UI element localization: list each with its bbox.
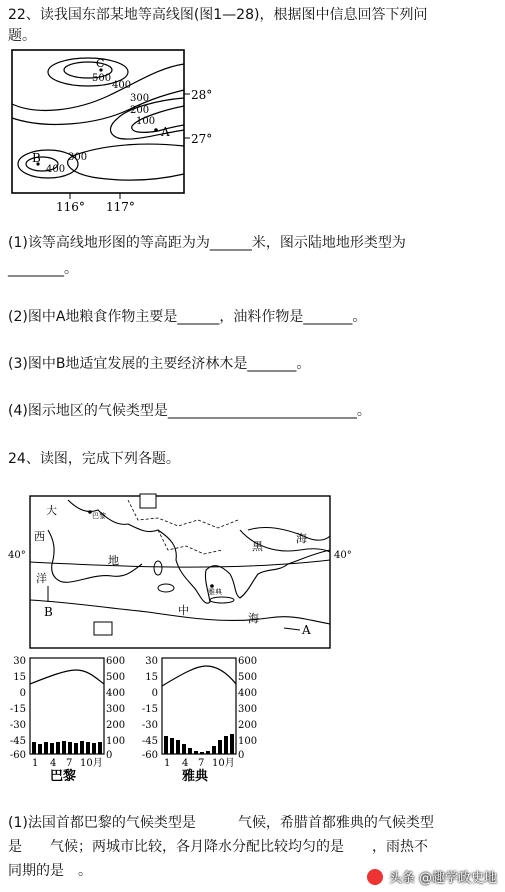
label-hai2: 海 xyxy=(296,532,307,545)
svg-text:-60: -60 xyxy=(9,750,26,761)
q24-question-line1: (1)法国首都巴黎的气候类型是 气候，希腊首都雅典的气候类型 xyxy=(8,815,434,831)
lon-116: 116° xyxy=(56,200,85,214)
svg-text:100: 100 xyxy=(106,736,126,747)
lat-27: 27° xyxy=(191,132,213,146)
label-B: B xyxy=(32,151,41,165)
svg-text:7: 7 xyxy=(66,758,73,769)
label-B-map: B xyxy=(44,605,53,619)
label-yang: 洋 xyxy=(36,572,47,585)
q22-item1-line2: ________。 xyxy=(8,261,78,277)
svg-text:-30: -30 xyxy=(9,720,26,731)
lon-117: 117° xyxy=(106,200,135,214)
svg-text:400: 400 xyxy=(106,688,126,699)
label-400-top: 400 xyxy=(112,80,132,91)
label-athens: 雅典 xyxy=(208,588,222,596)
svg-text:-15: -15 xyxy=(9,704,26,715)
svg-text:4: 4 xyxy=(182,758,189,769)
contour-map xyxy=(8,46,228,216)
svg-text:0: 0 xyxy=(151,688,158,699)
q24-question-line3: 同期的是 。 xyxy=(8,863,92,879)
label-di: 地 xyxy=(108,554,119,567)
q24-title: 24、读图，完成下列各题。 xyxy=(8,451,180,467)
svg-text:0: 0 xyxy=(238,750,245,761)
q22-item1-line1: (1)该等高线地形图的等高距为为______米，图示陆地地形类型为 xyxy=(8,235,406,251)
q22-title-line2: 题。 xyxy=(8,28,36,44)
svg-text:100: 100 xyxy=(238,736,258,747)
lat-40-right: 40° xyxy=(334,550,352,561)
lat-40-left: 40° xyxy=(8,550,26,561)
svg-text:200: 200 xyxy=(238,720,258,731)
svg-text:-60: -60 xyxy=(141,750,158,761)
svg-text:4: 4 xyxy=(50,758,57,769)
svg-text:0: 0 xyxy=(106,750,113,761)
svg-text:15: 15 xyxy=(13,672,26,683)
label-200: 200 xyxy=(130,105,150,116)
q22-item2: (2)图中A地粮食作物主要是______，油料作物是_______。 xyxy=(8,309,367,325)
svg-text:300: 300 xyxy=(238,704,258,715)
label-da: 大 xyxy=(46,504,57,517)
watermark xyxy=(367,867,497,886)
svg-text:600: 600 xyxy=(106,656,126,667)
label-hei: 黑 xyxy=(252,540,263,553)
svg-text:200: 200 xyxy=(106,720,126,731)
svg-text:600: 600 xyxy=(238,656,258,667)
q22-item4: (4)图示地区的气候类型是___________________________。 xyxy=(8,403,371,419)
label-zhong: 中 xyxy=(178,604,189,617)
svg-text:300: 300 xyxy=(106,704,126,715)
label-paris: 巴黎 xyxy=(92,512,106,520)
svg-text:10月: 10月 xyxy=(212,758,235,769)
svg-text:400: 400 xyxy=(238,688,258,699)
svg-text:500: 500 xyxy=(106,672,126,683)
svg-text:0: 0 xyxy=(19,688,26,699)
chart-city-athens: 雅典 xyxy=(182,769,209,782)
label-300-bottom: 300 xyxy=(68,152,88,163)
label-100: 100 xyxy=(136,116,156,127)
svg-text:1: 1 xyxy=(32,758,39,769)
label-A: A xyxy=(161,125,170,139)
svg-text:-45: -45 xyxy=(9,736,26,747)
svg-text:500: 500 xyxy=(238,672,258,683)
q24-question-line2: 是 气候；两城市比较，各月降水分配比较均匀的是 ，雨热不 xyxy=(8,839,428,855)
svg-text:-30: -30 xyxy=(141,720,158,731)
q22-title-line1: 22、读我国东部某地等高线图(图1—28)，根据图中信息回答下列问 xyxy=(8,7,428,23)
svg-text:-45: -45 xyxy=(141,736,158,747)
label-xi: 西 xyxy=(34,530,45,543)
lat-28: 28° xyxy=(191,88,213,102)
q22-item3: (3)图中B地适宜发展的主要经济林木是_______。 xyxy=(8,356,311,372)
label-300-top: 300 xyxy=(130,93,150,104)
svg-text:30: 30 xyxy=(145,656,158,667)
label-400-bottom: 400 xyxy=(46,164,66,175)
label-hai: 海 xyxy=(248,612,259,625)
svg-text:-15: -15 xyxy=(141,704,158,715)
svg-text:15: 15 xyxy=(145,672,158,683)
svg-text:1: 1 xyxy=(164,758,171,769)
mediterranean-map xyxy=(8,490,358,656)
chart-city-paris: 巴黎 xyxy=(50,769,77,782)
label-A-map: A xyxy=(302,623,311,637)
toutiao-logo-icon xyxy=(367,869,383,885)
svg-text:7: 7 xyxy=(198,758,205,769)
svg-text:10月: 10月 xyxy=(80,758,103,769)
climate-chart-athens xyxy=(138,652,268,782)
svg-text:30: 30 xyxy=(13,656,26,667)
watermark-text: 头条 @趣学政史地 xyxy=(388,871,497,886)
label-500: 500 xyxy=(92,73,112,84)
climate-chart-paris xyxy=(6,652,136,782)
label-C: C xyxy=(96,57,105,70)
